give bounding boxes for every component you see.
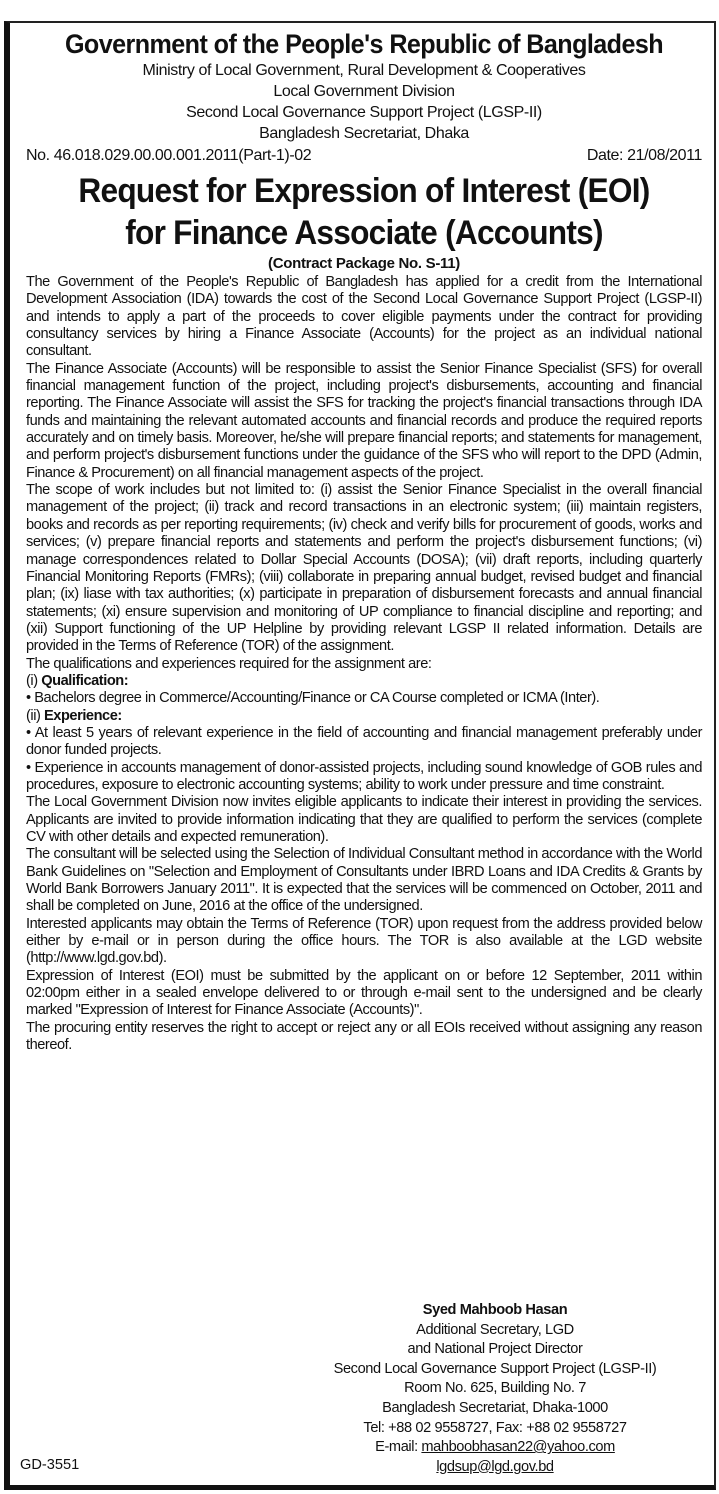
project-line: Second Local Governance Support Project (LGSP-II) [186, 104, 542, 121]
location-line: Bangladesh Secretariat, Dhaka [259, 125, 469, 142]
government-heading: Government of the People's Republic of Bangladesh [64, 29, 664, 59]
reference-row [26, 145, 702, 167]
page-title-line1: Request for Expression of Interest (EOI) [78, 172, 650, 210]
reference-number: No. 46.018.029.00.00.001.2011(Part-1)-02 [26, 147, 312, 164]
signatory-title: Additional Secretary, LGD [416, 1321, 574, 1338]
division-line: Local Government Division [273, 83, 455, 100]
paragraph-scope: The scope of work includes but not limited to: (i) assist the Senior Finance Specialist in the overall financial management of the project; (ii) track and record transactions in an electronic system; (iii) maintain registers, books and records as per reporting requirements; (iv) check and verify bills for procurement of goods, works and services; (v) prepare financial reports and statements and perform the project's disbursement functions; (vi) manage correspondences related to Dollar Special Accounts (DOSA); (vii) draft reports, including quarterly Financial Monitoring Reports (FMRs); (viii) collaborate in preparing annual budget, revised budget and financial plan; (ix) liase with tax authorities; (x) participate in preparation of disbursement forecasts and annual financial statements; (xi) ensure supervision and monitoring of UP compliance to financial discipline and reporting; and (xii) Support functioning of the UP Helpline by providing relevant LGSP II related information. Details are provided in the Terms of Reference (TOR) of the assignment. [26, 482, 702, 655]
qualification-prefix: (i) [26, 672, 42, 689]
email-label: E-mail: [375, 1439, 422, 1456]
notice-body [26, 274, 702, 1054]
signatory-project: Second Local Governance Support Project (LGSP-II) [333, 1360, 657, 1377]
signatory-room: Room No. 625, Building No. 7 [404, 1380, 586, 1397]
ad-code: GD-3551 [20, 1457, 80, 1473]
paragraph-rights: The procuring entity reserves the right to accept or reject any or all EOIs received without assigning any reason thereof. [26, 1019, 702, 1054]
experience-heading [26, 708, 702, 725]
experience-item: • Experience in accounts management of donor-assisted projects, including sound knowledge of GOB rules and procedures, exposure to electronic accounting systems; ability to work under pressure and time constraint. [26, 759, 702, 793]
signatory-phone: Tel: +88 02 9558727, Fax: +88 02 9558727 [363, 1419, 627, 1436]
paragraph-tor: Interested applicants may obtain the Terms of Reference (TOR) upon request from the address provided below either by e-mail or in person during the office hours. The TOR is also available at the LGD website (http://www.lgd.gov.bd). [26, 915, 702, 967]
email-link-primary[interactable]: mahboobhasan22@yahoo.com [421, 1439, 615, 1456]
signatory-role: and National Project Director [407, 1341, 583, 1358]
qualification-label: Qualification: [41, 672, 129, 689]
page-title-line2: for Finance Associate (Accounts) [125, 214, 603, 252]
ministry-line: Ministry of Local Government, Rural Development & Cooperatives [142, 62, 586, 79]
signatory-name: Syed Mahboob Hasan [422, 1302, 568, 1318]
paragraph-submission: Expression of Interest (EOI) must be submitted by the applicant on or before 12 September, 2011 within 02:00pm either in a sealed envelope delivered to or through e-mail sent to the undersigned and be clearly marked "Expression of Interest for Finance Associate (Accounts)". [26, 967, 702, 1019]
notice-content [26, 23, 702, 1054]
qualification-heading [26, 673, 702, 690]
experience-item: • At least 5 years of relevant experience in the field of accounting and financial management preferably under donor funded projects. [26, 724, 702, 759]
signature-block [285, 1301, 705, 1477]
email-link-secondary[interactable]: lgdsup@lgd.gov.bd [436, 1458, 554, 1475]
notice-date: Date: 21/08/2011 [586, 147, 702, 164]
paragraph-selection: The consultant will be selected using the Selection of Individual Consultant method in accordance with the World Bank Guidelines on "Selection and Employment of Consultants under IBRD Loans and IDA Credits & Grants by World Bank Borrowers January 2011". It is expected that the services will be commenced on October, 2011 and shall be completed on June, 2016 at the office of the undersigned. [26, 846, 702, 915]
signatory-address: Bangladesh Secretariat, Dhaka-1000 [382, 1399, 608, 1416]
paragraph-background: The Government of the People's Republic of Bangladesh has applied for a credit from the International Development Association (IDA) towards the cost of the Second Local Governance Support Project (LGSP-II) and intends to apply a part of the proceeds to cover eligible payments under the contract for providing consultancy services by hiring a Finance Associate (Accounts) for the project as an individual national consultant. [26, 274, 702, 360]
experience-prefix: (ii) [26, 707, 45, 724]
signatory-email-row [285, 1438, 705, 1458]
notice-frame [4, 21, 716, 1490]
contract-package: (Contract Package No. S-11) [268, 255, 460, 272]
paragraph-requirements-intro: The qualifications and experiences required for the assignment are: [26, 655, 432, 672]
experience-label: Experience: [44, 707, 122, 724]
paragraph-invitation: The Local Government Division now invites eligible applicants to indicate their interest in providing the services. Applicants are invited to provide information indicating that they are qualified to perform the services (complete CV with other details and expected remuneration). [26, 794, 702, 845]
qualification-item: • Bachelors degree in Commerce/Accounting/Finance or CA Course completed or ICMA (Inter). [26, 690, 600, 707]
paragraph-responsibilities: The Finance Associate (Accounts) will be responsible to assist the Senior Finance Specialist (SFS) for overall financial management function of the project, including project's disbursements, accounting and financial reporting. The Finance Associate will assist the SFS for tracking the project's financial transactions through IDA funds and maintaining the relevant automated accounts and financial records and produce the required reports accurately and on timely basis. Moreover, he/she will prepare financial reports; and statements for management, and perform project's disbursement functions under the guidance of the SFS who will report to the DPD (Admin, Finance & Procurement) on all financial management aspects of the project. [26, 360, 702, 481]
